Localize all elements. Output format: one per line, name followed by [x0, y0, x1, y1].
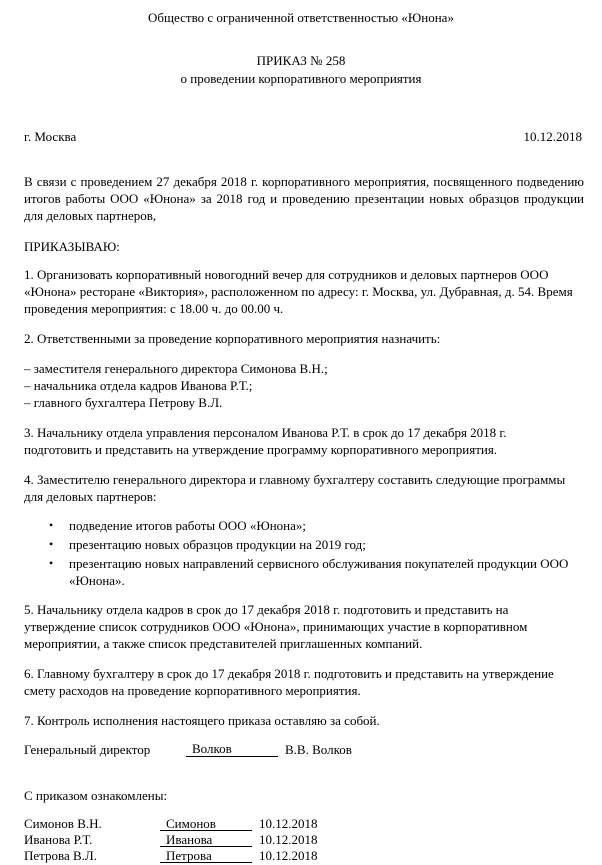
ack-signature: Симонов [166, 816, 216, 831]
preamble: В связи с проведением 27 декабря 2018 г. корпоративного мероприятия, посвященного подведению итогов работы ООО «Юнона» за 2018 год и проведению презентации новых образцов продукции для деловых партнеров, [24, 174, 584, 223]
ack-date: 10.12.2018 [259, 848, 318, 863]
order-word: ПРИКАЗЫВАЮ: [24, 239, 120, 254]
ack-signature-line [160, 815, 252, 831]
bullet-icon: • [49, 537, 54, 551]
director-signature: Волков [192, 741, 232, 756]
ack-name: Петрова В.Л. [24, 848, 97, 863]
item-1-line-3: проведения мероприятия: с 18.00 ч. до 00.00 ч. [24, 301, 284, 316]
responsible-1: – заместителя генерального директора Симонова В.Н.; [24, 361, 328, 376]
program-item-3: презентацию новых направлений сервисного обслуживания покупателей продукции ООО [69, 556, 569, 571]
item-6-line-2: смету расходов на проведение корпоративного мероприятия. [24, 683, 361, 698]
ack-signature: Иванова [166, 832, 213, 847]
item-3-line-1: 3. Начальнику отдела управления персоналом Иванова Р.Т. в срок до 17 декабря 2018 г. [24, 425, 507, 440]
director-signature-line [186, 740, 278, 757]
ack-name: Симонов В.Н. [24, 816, 102, 831]
order-date: 10.12.2018 [523, 129, 582, 144]
ack-date: 10.12.2018 [259, 816, 318, 831]
program-item-1: подведение итогов работы ООО «Юнона»; [69, 518, 306, 533]
item-5-line-3: мероприятии, а также список представителей приглашенных компаний. [24, 636, 423, 651]
responsible-3: – главного бухгалтера Петрову В.Л. [24, 395, 223, 410]
ack-signature-line [160, 847, 252, 863]
item-6-line-1: 6. Главному бухгалтеру в срок до 17 декабря 2018 г. подготовить и представить на утверждение [24, 666, 554, 681]
ack-date: 10.12.2018 [259, 832, 318, 847]
item-3-line-2: подготовить и представить на утверждение программу корпоративного мероприятия. [24, 442, 498, 457]
director-position: Генеральный директор [24, 742, 151, 757]
order-subject: о проведении корпоративного мероприятия [180, 71, 422, 86]
item-4-line-1: 4. Заместителю генерального директора и главному бухгалтеру составить следующие программы [24, 472, 566, 487]
order-title: ПРИКАЗ № 258 [256, 53, 346, 68]
item-5-line-2: утверждение список сотрудников ООО «Юнона», принимающих участие в корпоративном [24, 619, 528, 634]
bullet-icon: • [49, 556, 54, 570]
bullet-icon: • [49, 518, 54, 532]
organization-name: Общество с ограниченной ответственностью «Юнона» [148, 10, 454, 25]
program-item-2: презентацию новых образцов продукции на 2019 год; [69, 537, 366, 552]
ack-name: Иванова Р.Т. [24, 832, 93, 847]
director-name: В.В. Волков [285, 742, 352, 757]
ack-signature-line [160, 831, 252, 847]
acknowledgement-title: С приказом ознакомлены: [24, 788, 168, 803]
program-item-3-cont: «Юнона». [69, 573, 125, 588]
item-1-line-1: 1. Организовать корпоративный новогодний вечер для сотрудников и деловых партнеров ООО [24, 267, 549, 282]
item-1-line-2: «Юнона» ресторане «Виктория», расположенном по адресу: г. Москва, ул. Дубравная, д. 54. Время [24, 284, 573, 299]
item-4-line-2: для деловых партнеров: [24, 489, 157, 504]
item-5-line-1: 5. Начальнику отдела кадров в срок до 17 декабря 2018 г. подготовить и представить на [24, 602, 509, 617]
responsible-2: – начальника отдела кадров Иванова Р.Т.; [24, 378, 253, 393]
item-7: 7. Контроль исполнения настоящего приказа оставляю за собой. [24, 713, 380, 728]
item-2: 2. Ответственными за проведение корпоративного мероприятия назначить: [24, 331, 441, 346]
city: г. Москва [24, 129, 77, 144]
ack-signature: Петрова [166, 848, 212, 863]
